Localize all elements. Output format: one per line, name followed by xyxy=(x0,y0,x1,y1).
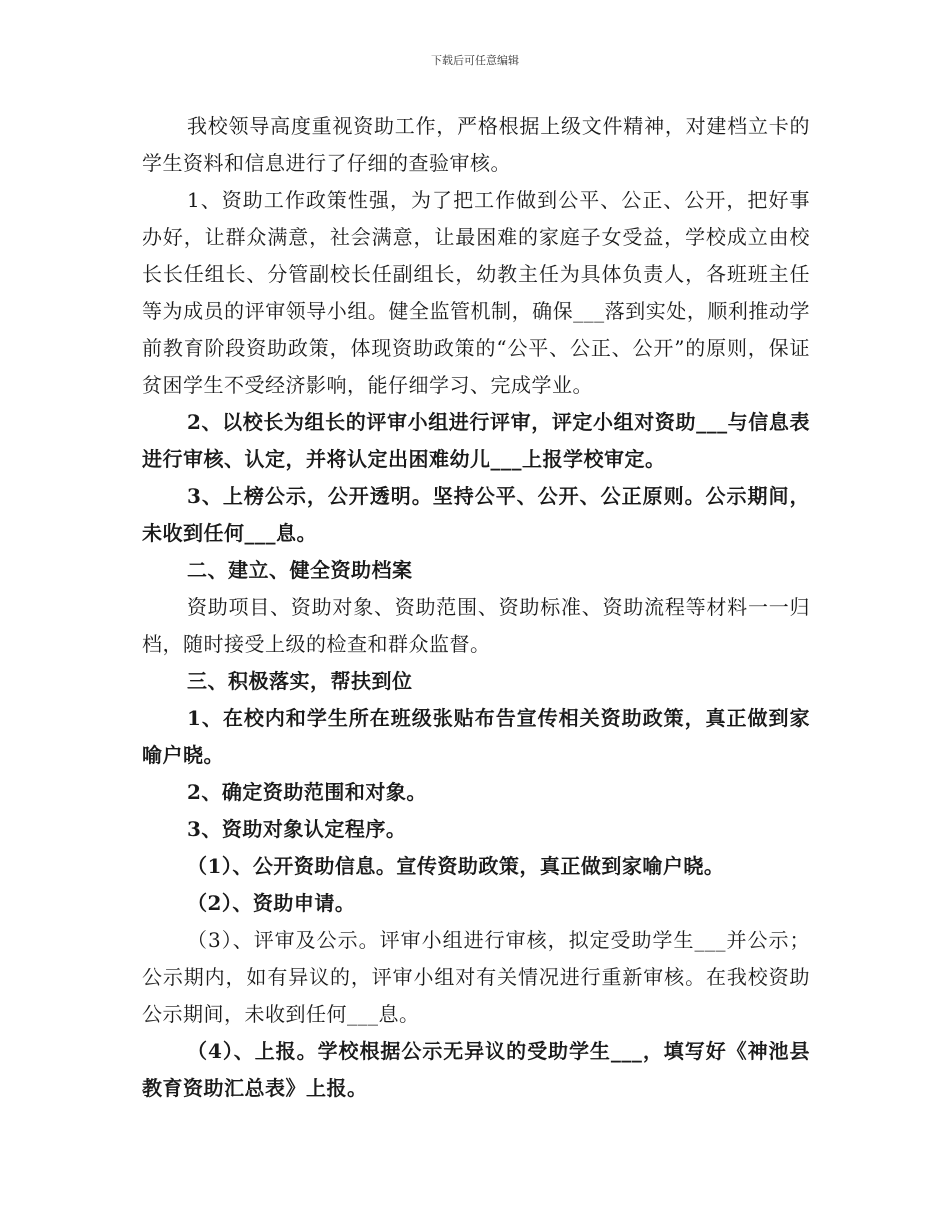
paragraph-intro: 我校领导高度重视资助工作，严格根据上级文件精神，对建档立卡的学生资料和信息进行了仔细的查验审核。 xyxy=(142,114,810,175)
paragraph-substep-3: （3）、评审及公示。评审小组进行审核，拟定受助学生___并公示；公示期内，如有异议的，评审小组对有关情况进行重新审核。在我校资助公示期间，未收到任何___息。 xyxy=(142,928,810,1026)
page-header: 下载后可任意编辑 xyxy=(431,54,519,67)
paragraph-substep-4: （4）、上报。学校根据公示无异议的受助学生___，填写好《神池县教育资助汇总表》上报。 xyxy=(142,1039,810,1100)
document-body xyxy=(142,108,810,1107)
paragraph-substep-2: （2）、资助申请。 xyxy=(187,891,356,915)
paragraph-step-3: 3、资助对象认定程序。 xyxy=(187,817,407,841)
paragraph-item-1: 1、资助工作政策性强，为了把工作做到公平、公正、公开，把好事办好，让群众满意，社会满意，让最困难的家庭子女受益，学校成立由校长长任组长、分管副校长任副组长，幼教主任为具体负责人，各班班主任等为成员的评审领导小组。健全监管机制，确保___落到实处，顺利推动学前教育阶段资助政策，体现资助政策的“公平、公正、公开”的原则，保证贫困学生不受经济影响，能仔细学习、完成学业。 xyxy=(142,188,810,397)
section-heading-2: 二、建立、健全资助档案 xyxy=(187,558,413,582)
paragraph-item-2: 2、以校长为组长的评审小组进行评审，评定小组对资助___与信息表进行审核、认定，并将认定出困难幼儿___上报学校审定。 xyxy=(142,410,810,471)
paragraph-substep-1: （1）、公开资助信息。宣传资助政策，真正做到家喻户晓。 xyxy=(187,854,725,878)
paragraph-item-3: 3、上榜公示，公开透明。坚持公平、公开、公正原则。公示期间，未收到任何___息。 xyxy=(142,484,810,545)
paragraph-step-1: 1、在校内和学生所在班级张贴布告宣传相关资助政策，真正做到家喻户晓。 xyxy=(142,706,810,767)
section-heading-3: 三、积极落实，帮扶到位 xyxy=(187,669,413,693)
paragraph-step-2: 2、确定资助范围和对象。 xyxy=(187,780,427,804)
paragraph-archive: 资助项目、资助对象、资助范围、资助标准、资助流程等材料一一归档，随时接受上级的检查和群众监督。 xyxy=(142,595,810,656)
